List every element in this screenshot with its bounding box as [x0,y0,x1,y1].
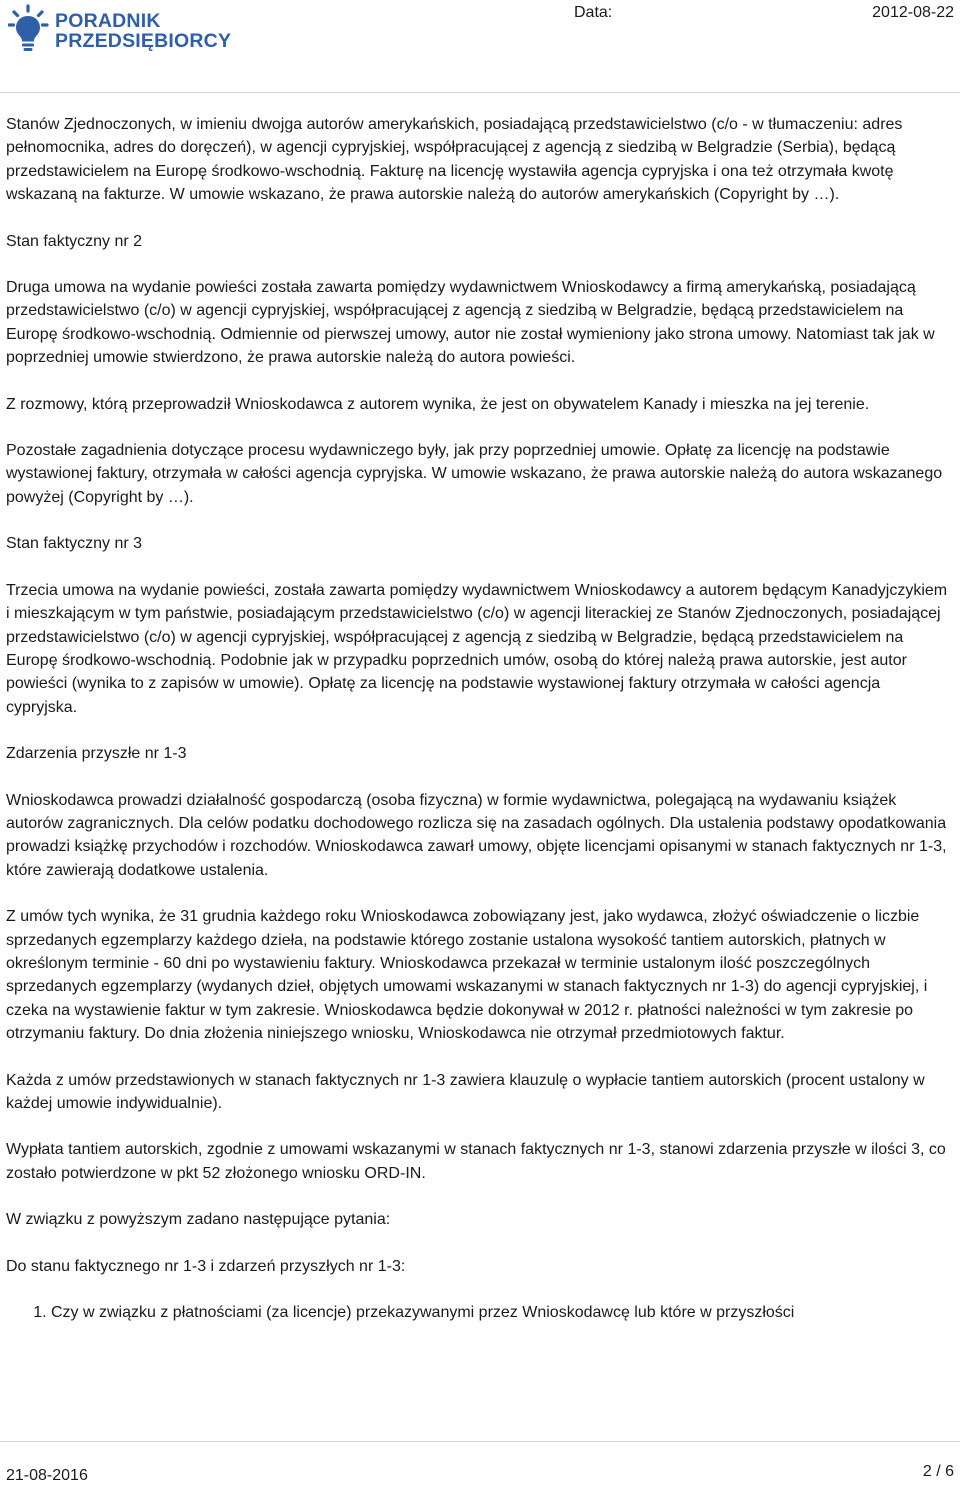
body-paragraph: Trzecia umowa na wydanie powieści, została zawarta pomiędzy wydawnictwem Wnioskodawcy a autorem będącym Kanadyjczykiem i mieszkającym w tym państwie, posiadającym przedstawicielstwo (c/o) w agencji literackiej ze Stanów Zjednoczonych, posiadającej przedstawicielstwo (c/o) w agencji cypryjskiej, współpracującej z agencją z siedzibą w Belgradzie, będącą przedstawicielem na Europę środkowo-wschodnią. Podobnie jak w przypadku poprzednich umów, osobą do której należą prawa autorskie, jest autor powieści (wynika to z zapisów w umowie). Opłatę za licencję na podstawie wystawionej faktury otrzymała w całości agencja cypryjska. [6,581,948,716]
section-heading: Stan faktyczny nr 3 [6,535,143,553]
body-paragraph: Druga umowa na wydanie powieści została zawarta pomiędzy wydawnictwem Wnioskodawcy a firmą amerykańską, posiadającą przedstawicielstwo (c/o) w agencji cypryjskiej, współpracującej z agencją z siedzibą w Belgradzie, będącą przedstawicielem na Europę środkowo-wschodnią. Odmiennie od pierwszej umowy, autor nie został wymieniony jako strona umowy. Natomiast tak jak w poprzedniej umowie stwierdzono, że prawa autorskie należą do autora powieści. [6,279,935,367]
body-paragraph: Wypłata tantiem autorskich, zgodnie z umowami wskazanymi w stanach faktycznych nr 1-3, stanowi zdarzenia przyszłe w ilości 3, co zostało potwierdzone w pkt 52 złożonego wniosku ORD-IN. [6,1141,946,1182]
body-paragraph: W związku z powyższym zadano następujące pytania: [6,1211,391,1229]
section-heading: Stan faktyczny nr 2 [6,232,143,250]
lightbulb-icon [8,4,52,54]
page-number: 2 / 6 [922,1463,954,1480]
date-label: Data: [574,4,613,21]
document-body [6,113,954,1324]
footer-divider [0,1441,960,1442]
list-item: 1. Czy w związku z płatnościami (za licencje) przekazywanymi przez Wnioskodawcę lub które w przyszłości [51,1301,954,1324]
header-divider [0,92,960,93]
body-paragraph: Każda z umów przedstawionych w stanach faktycznych nr 1-3 zawiera klauzulę o wypłacie tantiem autorskich (procent ustalony w każdej umowie indywidualnie). [6,1071,925,1112]
question-list [6,1301,954,1324]
page-header [0,0,960,92]
logo-line-2: PRZEDSIĘBIORCY [55,30,232,52]
footer-date: 21-08-2016 [6,1467,88,1484]
section-heading: Zdarzenia przyszłe nr 1-3 [6,745,187,763]
body-paragraph: Stanów Zjednoczonych, w imieniu dwojga autorów amerykańskich, posiadającą przedstawicielstwo (c/o - w tłumaczeniu: adres pełnomocnika, adres do doręczeń), w agencji cypryjskiej, współpracującej z agencją z siedzibą w Belgradzie (Serbia), będącą przedstawicielem na Europę środkowo-wschodnią. Fakturę na licencję wystawiła agencja cypryjska i ona też otrzymała kwotę wskazaną na fakturze. W umowie wskazano, że prawa autorskie należą do autorów amerykańskich (Copyright by …). [6,116,903,204]
date-value: 2012-08-22 [872,4,954,21]
body-paragraph: Wnioskodawca prowadzi działalność gospodarczą (osoba fizyczna) w formie wydawnictwa, polegającą na wydawaniu książek autorów zagranicznych. Dla celów podatku dochodowego rozlicza się na zasadach ogólnych. Dla ustalenia podstawy opodatkowania prowadzi książkę przychodów i rozchodów. Wnioskodawca zawarł umowy, objęte licencjami opisanymi w stanach faktycznych nr 1-3, które zawierają dodatkowe ustalenia. [6,791,947,879]
logo-wordmark [55,11,231,51]
logo-line-1: PORADNIK [55,10,161,32]
body-paragraph: Z umów tych wynika, że 31 grudnia każdego roku Wnioskodawca zobowiązany jest, jako wydawca, złożyć oświadczenie o liczbie sprzedanych egzemplarzy każdego dzieła, na podstawie którego zostanie ustalona wysokość tantiem autorskich, płatnych w określonym terminie - 60 dni po wystawieniu faktury. Wnioskodawca przekazał w terminie ustalonym ilość poszczególnych sprzedanych egzemplarzy (wydanych dzieł, objętych umowami wskazanymi w stanach faktycznych nr 1-3) do agencji cypryjskiej, i czeka na wystawienie faktur w tym zakresie. Wnioskodawca będzie dokonywał w 2012 r. płatności należności w tym zakresie po otrzymaniu faktury. Do dnia złożenia niniejszego wniosku, Wnioskodawca nie otrzymał przedmiotowych faktur. [6,908,928,1043]
body-paragraph: Z rozmowy, którą przeprowadził Wnioskodawca z autorem wynika, że jest on obywatelem Kanady i mieszka na jej terenie. [6,395,870,413]
body-paragraph: Do stanu faktycznego nr 1-3 i zdarzeń przyszłych nr 1-3: [6,1257,406,1275]
site-logo[interactable] [8,4,232,54]
body-paragraph: Pozostałe zagadnienia dotyczące procesu wydawniczego były, jak przy poprzedniej umowie. Opłatę za licencję na podstawie wystawionej faktury, otrzymała w całości agencja cypryjska. W umowie wskazano, że prawa autorskie należą do autora wskazanego powyżej (Copyright by …). [6,442,943,506]
